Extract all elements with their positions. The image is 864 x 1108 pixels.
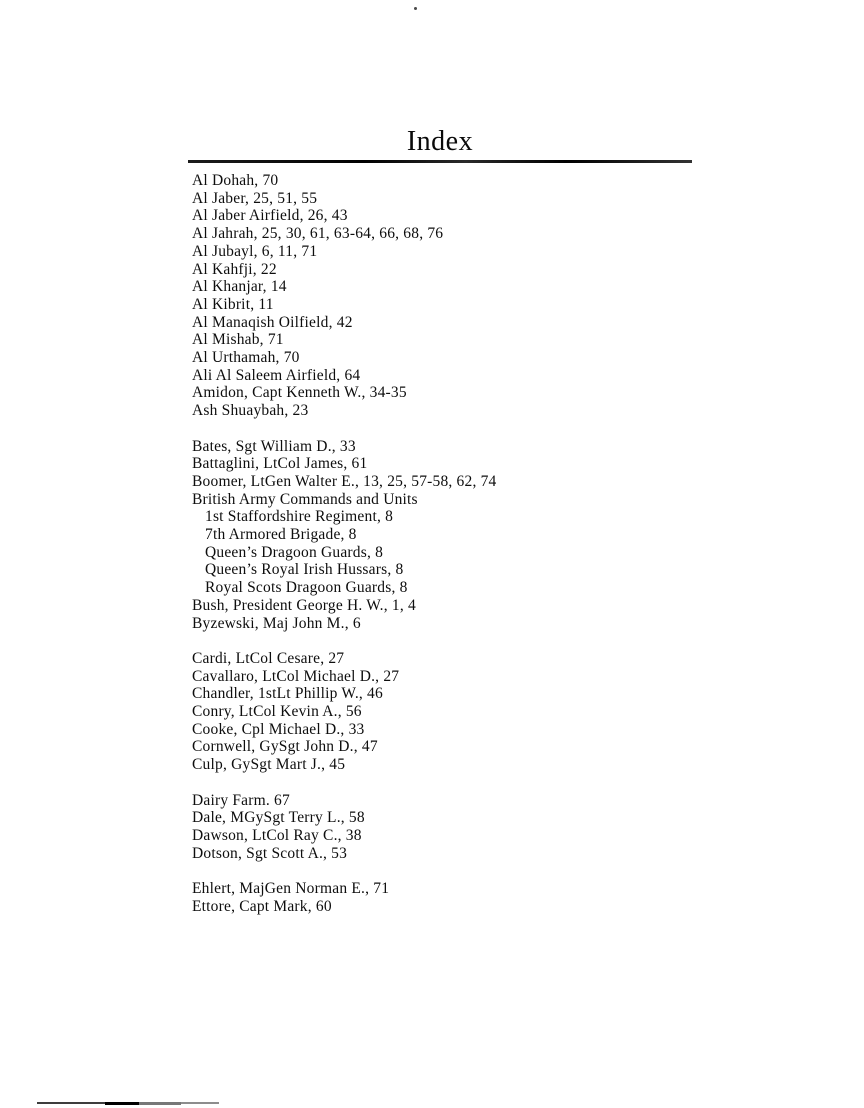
index-entry: Al Jaber, 25, 51, 55 bbox=[192, 189, 318, 207]
index-entry: Battaglini, LtCol James, 61 bbox=[192, 455, 368, 473]
index-header bbox=[188, 126, 692, 163]
index-entry: Ehlert, MajGen Norman E., 71 bbox=[192, 880, 390, 898]
index-entry: Al Jubayl, 6, 11, 71 bbox=[192, 242, 318, 260]
group-gap bbox=[192, 774, 752, 792]
index-entry: Al Dohah, 70 bbox=[192, 172, 279, 189]
index-entry: 1st Staffordshire Regiment, 8 bbox=[205, 508, 394, 526]
index-entry: Chandler, 1stLt Phillip W., 46 bbox=[192, 685, 383, 703]
index-entry: Ettore, Capt Mark, 60 bbox=[192, 897, 332, 915]
index-entry: Cavallaro, LtCol Michael D., 27 bbox=[192, 667, 400, 685]
group-gap bbox=[192, 862, 752, 880]
index-entry: Al Kahfji, 22 bbox=[192, 260, 277, 278]
scan-artifact-segment bbox=[37, 1102, 105, 1104]
index-entry: Dotson, Sgt Scott A., 53 bbox=[192, 844, 348, 862]
index-entry: Cornwell, GySgt John D., 47 bbox=[192, 738, 378, 756]
index-entry: Queen’s Royal Irish Hussars, 8 bbox=[205, 561, 404, 579]
index-entry: Queen’s Dragoon Guards, 8 bbox=[205, 543, 384, 561]
index-entry: Bush, President George H. W., 1, 4 bbox=[192, 596, 416, 614]
index-entry: Cooke, Cpl Michael D., 33 bbox=[192, 720, 365, 738]
index-entry: Bates, Sgt William D., 33 bbox=[192, 437, 356, 455]
index-entry: Boomer, LtGen Walter E., 13, 25, 57-58, 62, 74 bbox=[192, 472, 497, 490]
index-entry: Dawson, LtCol Ray C., 38 bbox=[192, 826, 362, 844]
index-entry: Cardi, LtCol Cesare, 27 bbox=[192, 649, 345, 667]
index-entry: British Army Commands and Units bbox=[192, 490, 418, 508]
index-entry: Amidon, Capt Kenneth W., 34-35 bbox=[192, 384, 407, 402]
index-entry: Al Jaber Airfield, 26, 43 bbox=[192, 207, 348, 225]
index-entry: 7th Armored Brigade, 8 bbox=[205, 526, 357, 544]
index-entry: Ash Shuaybah, 23 bbox=[192, 402, 309, 420]
group-gap bbox=[192, 420, 752, 438]
index-entry: Al Kibrit, 11 bbox=[192, 295, 274, 313]
index-entry: Al Khanjar, 14 bbox=[192, 278, 287, 296]
title-rule bbox=[188, 160, 692, 163]
index-list bbox=[192, 172, 752, 915]
index-entry: Conry, LtCol Kevin A., 56 bbox=[192, 703, 362, 721]
index-entry: Dale, MGySgt Terry L., 58 bbox=[192, 809, 365, 827]
index-entry: Culp, GySgt Mart J., 45 bbox=[192, 756, 346, 774]
scan-artifact-segment bbox=[105, 1102, 139, 1105]
index-entry: Al Manaqish Oilfield, 42 bbox=[192, 313, 353, 331]
index-entry: Al Mishab, 71 bbox=[192, 331, 284, 349]
index-entry: Ali Al Saleem Airfield, 64 bbox=[192, 366, 361, 384]
index-entry: Royal Scots Dragoon Guards, 8 bbox=[205, 579, 408, 597]
index-entry: Dairy Farm. 67 bbox=[192, 791, 290, 809]
index-entry: Byzewski, Maj John M., 6 bbox=[192, 614, 361, 632]
page-title: Index bbox=[406, 126, 474, 157]
scan-artifact-segment bbox=[139, 1102, 181, 1105]
group-gap bbox=[192, 632, 752, 650]
scan-artifact-line bbox=[37, 1101, 219, 1105]
index-entry: Al Jahrah, 25, 30, 61, 63-64, 66, 68, 76 bbox=[192, 225, 444, 243]
scan-speck bbox=[414, 7, 417, 10]
scan-artifact-segment bbox=[181, 1102, 219, 1104]
index-entry: Al Urthamah, 70 bbox=[192, 349, 300, 367]
